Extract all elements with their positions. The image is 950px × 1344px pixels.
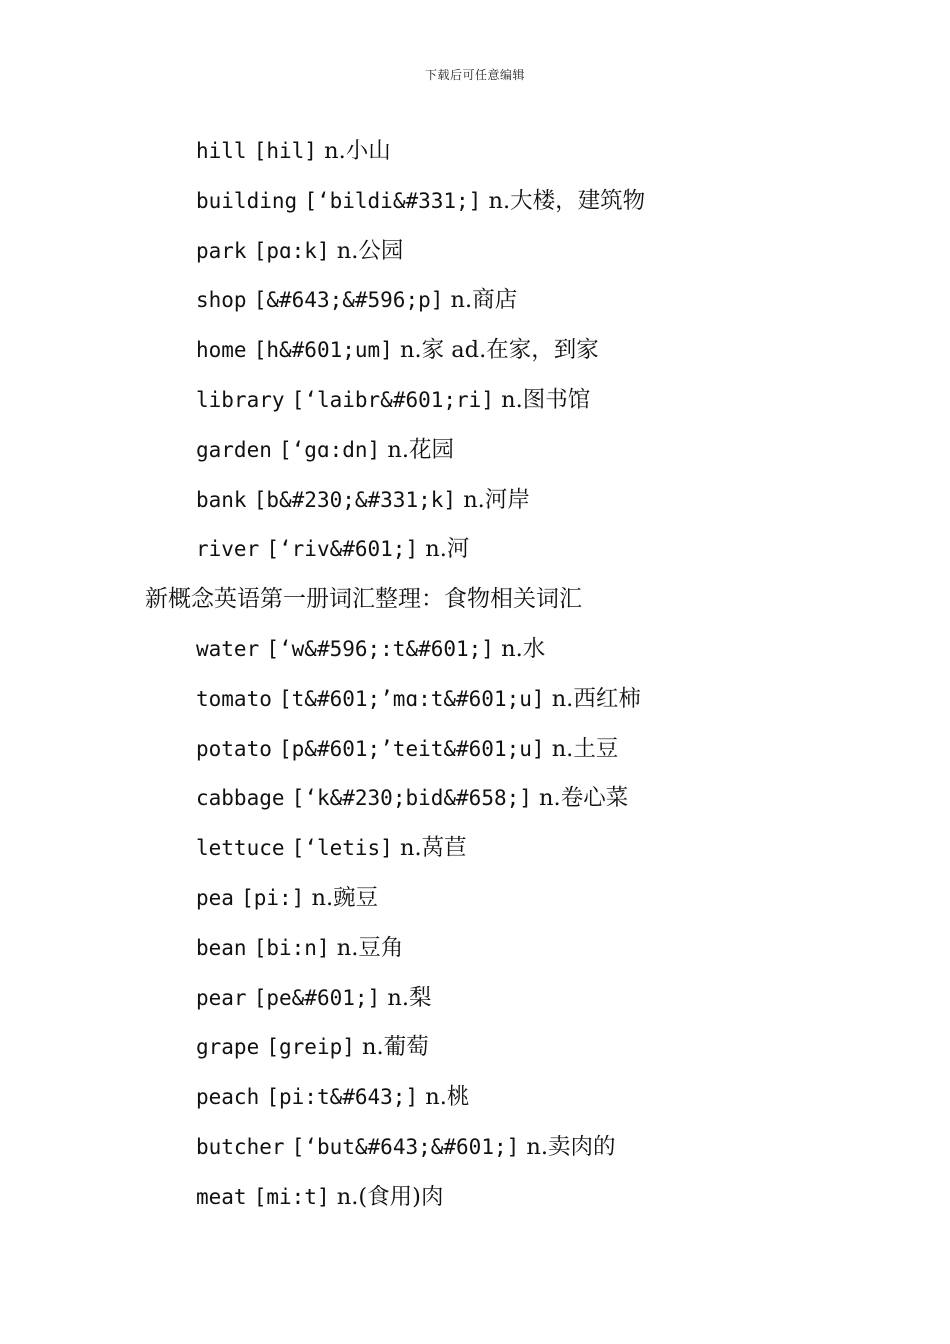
vocab-entry-water	[0, 625, 950, 675]
vocab-word: potato	[196, 736, 272, 761]
vocab-word: hill	[196, 139, 247, 163]
vocab-entry-building	[0, 177, 950, 227]
vocab-entry-shop	[0, 276, 950, 326]
vocab-word: garden	[196, 437, 272, 462]
vocab-phonetic: [h&#601;um]	[253, 338, 393, 363]
vocab-phonetic: [pɑ:k]	[253, 238, 330, 263]
vocab-meaning: n.家 ad.在家，到家	[399, 337, 599, 364]
vocab-word: home	[196, 338, 247, 363]
vocab-meaning: n.图书馆	[501, 386, 591, 413]
vocab-meaning: n.河	[425, 536, 470, 563]
vocab-word: park	[196, 238, 247, 263]
vocab-phonetic: [greip]	[266, 1035, 355, 1060]
vocab-word: bean	[196, 935, 247, 960]
vocab-meaning: n.莴苣	[399, 835, 467, 862]
vocabulary-list	[0, 127, 950, 1223]
vocab-entry-library	[0, 376, 950, 426]
vocab-entry-park	[0, 227, 950, 277]
vocab-phonetic: [hil]	[253, 139, 317, 163]
vocab-meaning: n.豌豆	[311, 884, 379, 911]
vocab-word: library	[196, 387, 285, 412]
vocab-meaning: n.大楼，建筑物	[488, 187, 646, 214]
vocab-meaning: n.花园	[387, 436, 454, 463]
vocab-phonetic: [‘w&#596;:t&#601;]	[266, 636, 494, 661]
page-header: 下载后可任意编辑	[424, 68, 525, 82]
vocab-entry-potato	[0, 725, 950, 775]
vocab-phonetic: [mi:t]	[253, 1184, 330, 1209]
vocab-word: shop	[196, 288, 247, 313]
vocab-word: grape	[196, 1035, 260, 1060]
vocab-phonetic: [‘gɑ:dn]	[279, 437, 381, 462]
vocab-word: peach	[196, 1085, 260, 1110]
vocab-phonetic: [‘bildi&#331;]	[304, 188, 482, 213]
vocab-entry-bean	[0, 924, 950, 974]
vocab-entry-meat	[0, 1173, 950, 1223]
vocab-entry-butcher	[0, 1123, 950, 1173]
vocab-entry-lettuce	[0, 824, 950, 874]
vocab-word: bank	[196, 487, 247, 512]
vocab-phonetic: [‘riv&#601;]	[266, 537, 419, 562]
vocab-word: pear	[196, 985, 247, 1010]
vocab-meaning: n.梨	[387, 984, 432, 1011]
vocab-word: lettuce	[196, 836, 285, 861]
vocab-word: meat	[196, 1184, 247, 1209]
vocab-meaning: n.葡萄	[362, 1034, 429, 1061]
vocab-meaning: n.卖肉的	[526, 1133, 616, 1160]
vocab-entry-peach	[0, 1073, 950, 1123]
vocab-entry-home	[0, 326, 950, 376]
vocab-meaning: n.公园	[336, 237, 404, 264]
vocab-entry-hill	[0, 127, 950, 177]
vocab-meaning: n.小山	[324, 138, 391, 164]
vocab-word: water	[196, 636, 260, 661]
vocab-phonetic: [‘letis]	[291, 836, 393, 861]
vocab-word: pea	[196, 885, 234, 910]
vocab-phonetic: [bi:n]	[253, 935, 330, 960]
vocab-word: butcher	[196, 1134, 285, 1159]
vocab-meaning: n.水	[501, 635, 546, 662]
vocab-meaning: n.豆角	[336, 934, 404, 961]
vocab-meaning: n.(食用)肉	[336, 1183, 444, 1210]
vocab-meaning: n.卷心菜	[539, 785, 629, 812]
vocab-entry-pea	[0, 874, 950, 924]
vocab-entry-garden	[0, 426, 950, 476]
vocab-phonetic: [pi:]	[241, 885, 305, 910]
vocab-phonetic: [p&#601;’teit&#601;u]	[279, 736, 545, 761]
vocab-entry-river	[0, 525, 950, 575]
vocab-word: river	[196, 537, 260, 562]
vocab-meaning: n.商店	[450, 287, 518, 314]
vocab-entry-bank	[0, 476, 950, 526]
vocab-entry-pear	[0, 974, 950, 1024]
vocab-word: cabbage	[196, 786, 285, 811]
vocab-entry-grape	[0, 1023, 950, 1073]
vocab-meaning: n.河岸	[463, 486, 530, 513]
vocab-phonetic: [pe&#601;]	[253, 985, 381, 1010]
vocab-word: tomato	[196, 686, 272, 711]
vocab-phonetic: [t&#601;’mɑ:t&#601;u]	[279, 686, 545, 711]
vocab-entry-tomato	[0, 675, 950, 725]
vocab-phonetic: [b&#230;&#331;k]	[253, 487, 457, 512]
vocab-phonetic: [‘laibr&#601;ri]	[291, 387, 494, 412]
vocab-word: building	[196, 188, 298, 213]
vocab-phonetic: [pi:t&#643;]	[266, 1085, 419, 1110]
vocab-meaning: n.土豆	[551, 735, 619, 762]
vocab-meaning: n.西红柿	[551, 685, 641, 712]
vocab-meaning: n.桃	[425, 1084, 470, 1111]
vocab-phonetic: [‘but&#643;&#601;]	[291, 1134, 520, 1159]
section-heading: 新概念英语第一册词汇整理：食物相关词汇	[145, 586, 582, 613]
vocab-entry-cabbage	[0, 774, 950, 824]
vocab-phonetic: [‘k&#230;bid&#658;]	[291, 786, 532, 811]
vocab-phonetic: [&#643;&#596;p]	[253, 288, 444, 313]
